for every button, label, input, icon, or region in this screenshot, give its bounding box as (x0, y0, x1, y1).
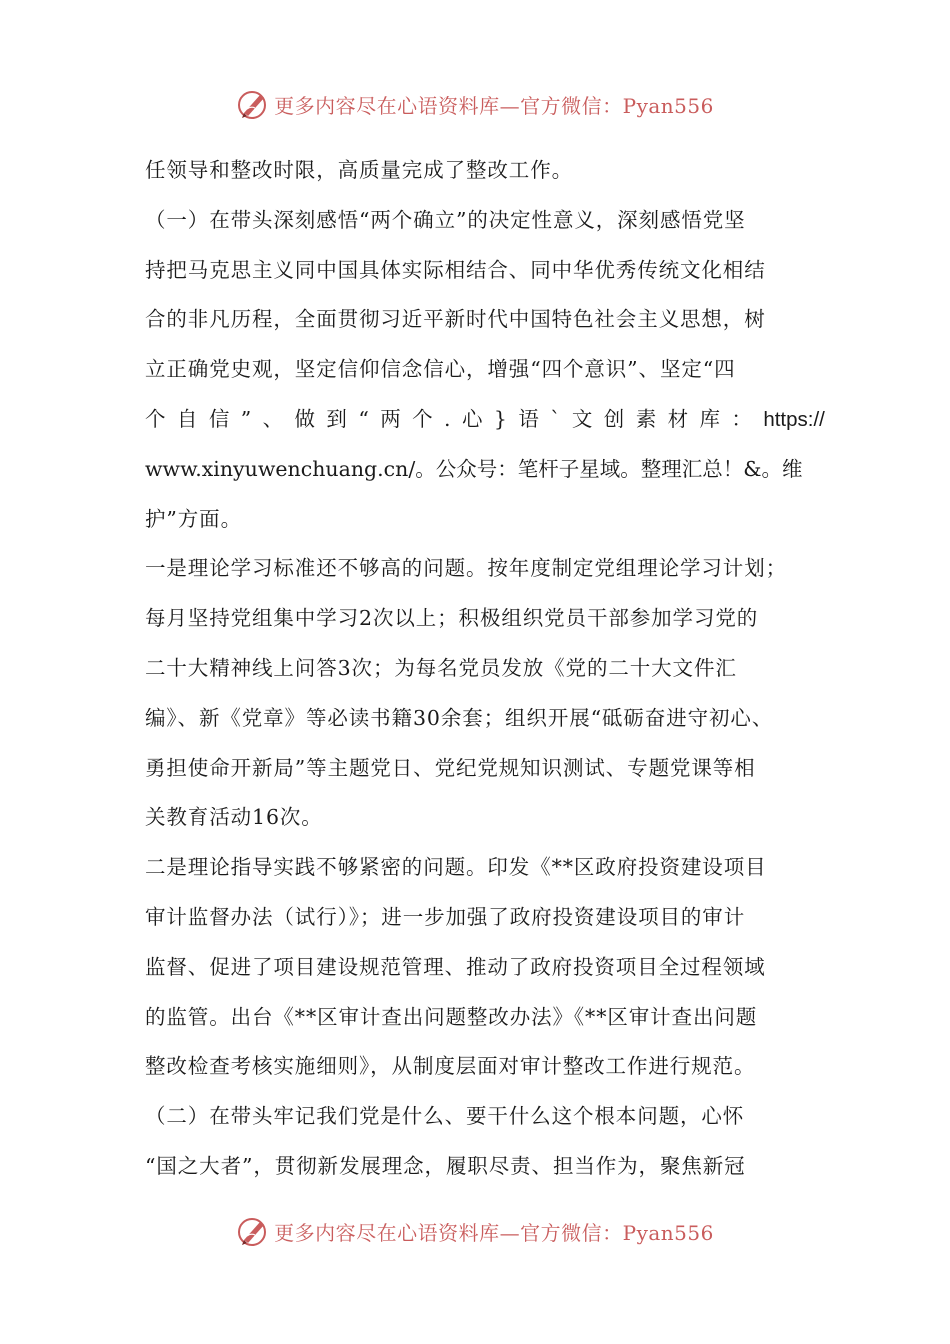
text-line-14: 关教育活动16次。 (145, 805, 323, 830)
text-line-15: 二是理论指导实践不够紧密的问题。印发《**区政府投资建设项目 (145, 855, 767, 880)
document-body (145, 146, 825, 1192)
text-line-3: 持把马克思主义同中国具体实际相结合、同中华优秀传统文化相结 (145, 257, 766, 282)
text-line-6: 个 自 信 ” 、 做 到 “ 两 个 . 心 } 语 ` 文 创 素 材 库 ： https:// (145, 406, 825, 431)
header-banner-text: 更多内容尽在心语资料库—官方微信：Pyan556 (274, 93, 714, 118)
text-line-16: 审计监督办法（试行）》；进一步加强了政府投资建设项目的审计 (145, 904, 746, 929)
text-line-4: 合的非凡历程，全面贯彻习近平新时代中国特色社会主义思想，树 (145, 307, 766, 332)
text-line-10: 每月坚持党组集中学习2次以上；积极组织党员干部参加学习党的 (145, 606, 759, 631)
text-line-12: 编》、新《党章》等必读书籍30余套；组织开展“砥砺奋进守初心、 (145, 705, 774, 730)
text-line-5: 立正确党史观，坚定信仰信念信心，增强“四个意识”、坚定“四 (145, 357, 736, 382)
text-line-17: 监督、促进了项目建设规范管理、推动了政府投资项目全过程领域 (145, 954, 766, 979)
text-line-11: 二十大精神线上问答3次；为每名党员发放《党的二十大文件汇 (145, 655, 737, 680)
text-line-19: 整改检查考核实施细则》，从制度层面对审计整改工作进行规范。 (145, 1054, 756, 1079)
text-line-1: 任领导和整改时限，高质量完成了整改工作。 (145, 158, 573, 182)
pen-circle-logo-icon (236, 87, 270, 121)
text-line-20: （二）在带头牢记我们党是什么、要干什么这个根本问题，心怀 (145, 1104, 745, 1129)
text-line-8: 护”方面。 (145, 506, 242, 531)
text-line-13: 勇担使命开新局”等主题党日、党纪党规知识测试、专题党课等相 (145, 755, 756, 780)
text-line-9: 一是理论学习标准还不够高的问题。按年度制定党组理论学习计划； (145, 556, 787, 581)
text-line-18: 的监管。出台《**区审计查出问题整改办法》《**区审计查出问题 (145, 1004, 758, 1029)
text-line-7: www.xinyuwenchuang.cn/。公众号：笔杆子星域。整理汇总！&。维 (145, 456, 803, 481)
text-line-21: “国之大者”，贯彻新发展理念，履职尽责、担当作为，聚焦新冠 (145, 1153, 746, 1178)
text-line-2: （一）在带头深刻感悟“两个确立”的决定性意义，深刻感悟党坚 (145, 207, 746, 232)
pen-circle-logo-icon (236, 1214, 270, 1248)
header-banner (0, 84, 950, 124)
footer-banner-text: 更多内容尽在心语资料库—官方微信：Pyan556 (274, 1220, 714, 1245)
footer-banner (0, 1211, 950, 1251)
